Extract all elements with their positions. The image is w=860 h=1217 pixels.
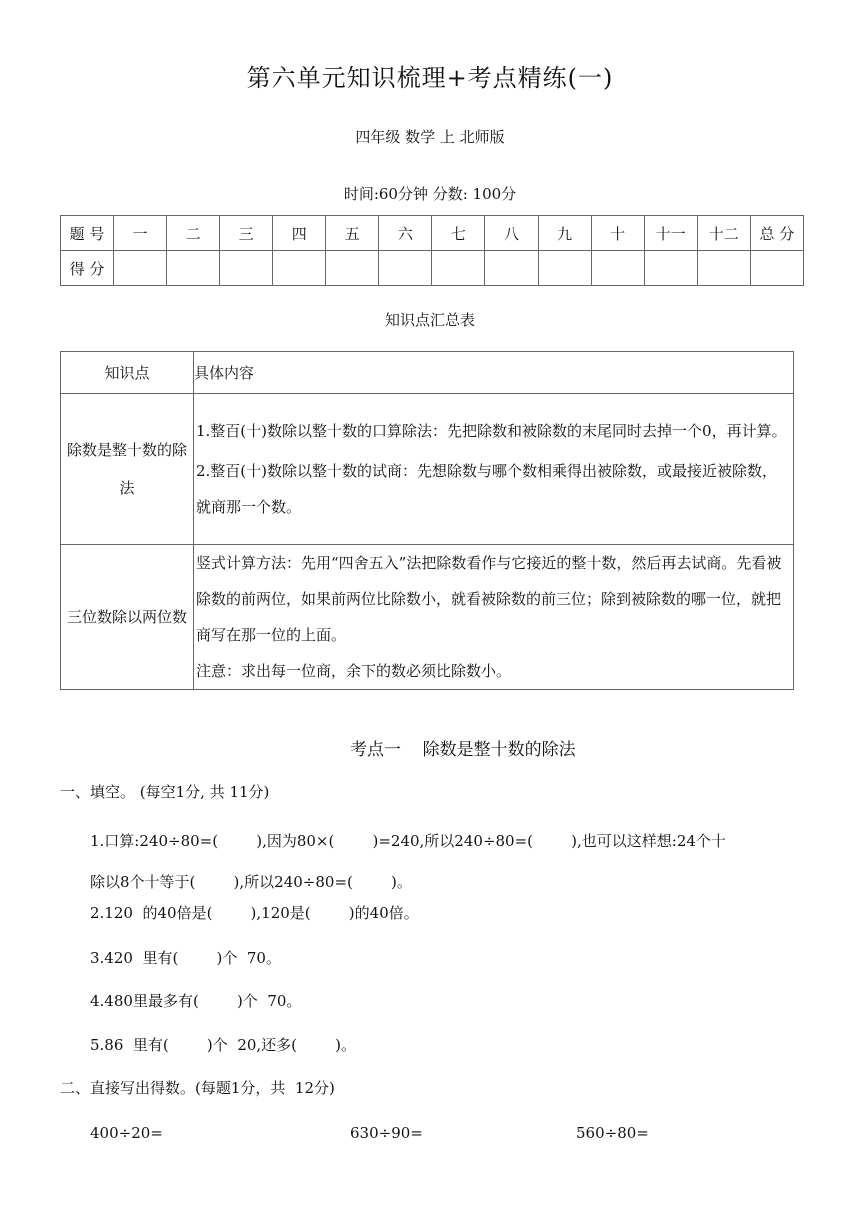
question-2: 2.120 的40倍是( ),120是( )的40倍。 xyxy=(90,904,419,922)
summary-paragraph: 2.整百(十)数除以整十数的试商：先想除数与哪个数相乘得出被除数，或最接近被除数，就商那一个数。 xyxy=(196,462,778,516)
score-col-8: 八 xyxy=(485,216,538,251)
score-cell[interactable] xyxy=(644,251,697,286)
score-col-4: 四 xyxy=(273,216,326,251)
time-and-score: 时间:60分钟 分数: 100分 xyxy=(343,185,517,203)
score-cell[interactable] xyxy=(167,251,220,286)
section-2-heading: 二、直接写出得数。(每题1分，共 12分) xyxy=(60,1079,335,1097)
question-4: 4.480里最多有( )个 70。 xyxy=(90,992,302,1010)
summary-row xyxy=(61,394,794,545)
score-col-12: 十二 xyxy=(697,216,750,251)
calc-item-3: 560÷80= xyxy=(576,1124,649,1142)
score-table-row1-label: 题 号 xyxy=(61,216,114,251)
score-cell[interactable] xyxy=(114,251,167,286)
score-col-3: 三 xyxy=(220,216,273,251)
score-col-11: 十一 xyxy=(644,216,697,251)
section-1-heading: 一、填空。 (每空1分, 共 11分) xyxy=(60,783,270,801)
summary-paragraph: 竖式计算方法：先用“四舍五入”法把除数看作与它接近的整十数，然后再去试商。先看被除数的前两位，如果前两位比除数小，就看被除数的前三位；除到被除数的哪一位，就把商写在那一位的上面。 xyxy=(196,554,782,644)
score-cell[interactable] xyxy=(273,251,326,286)
kaodian-1-title: 考点一 除数是整十数的除法 xyxy=(350,740,576,760)
score-col-7: 七 xyxy=(432,216,485,251)
score-col-2: 二 xyxy=(167,216,220,251)
score-cell[interactable] xyxy=(485,251,538,286)
page-title: 第六单元知识梳理+考点精练(一) xyxy=(246,64,614,92)
score-cell[interactable] xyxy=(432,251,485,286)
score-cell[interactable] xyxy=(591,251,644,286)
score-col-10: 十 xyxy=(591,216,644,251)
score-col-total: 总 分 xyxy=(750,216,803,251)
summary-col-knowledge: 知识点 xyxy=(61,352,194,394)
score-table-header-row xyxy=(61,216,804,251)
score-col-5: 五 xyxy=(326,216,379,251)
score-table-score-row xyxy=(61,251,804,286)
calc-item-1: 400÷20= xyxy=(90,1124,163,1142)
score-cell[interactable] xyxy=(379,251,432,286)
summary-topic-text: 除数是整十数的除法 xyxy=(66,441,187,497)
calc-item-2: 630÷90= xyxy=(350,1124,423,1142)
page-subtitle: 四年级 数学 上 北师版 xyxy=(355,128,505,146)
score-cell[interactable] xyxy=(697,251,750,286)
score-table-row2-label: 得 分 xyxy=(61,251,114,286)
score-col-1: 一 xyxy=(114,216,167,251)
summary-col-content: 具体内容 xyxy=(194,352,794,394)
summary-row-topic xyxy=(61,545,194,690)
summary-row xyxy=(61,545,794,690)
question-1-line-1: 1.口算:240÷80=( ),因为80×( )=240,所以240÷80=( ),也可以这样想:24个十 xyxy=(90,832,726,850)
score-cell-total[interactable] xyxy=(750,251,803,286)
summary-row-topic xyxy=(61,394,194,545)
question-5: 5.86 里有( )个 20,还多( )。 xyxy=(90,1036,357,1054)
summary-paragraph: 1.整百(十)数除以整十数的口算除法：先把除数和被除数的末尾同时去掉一个0，再计算。 xyxy=(196,422,787,440)
score-col-6: 六 xyxy=(379,216,432,251)
summary-header-row xyxy=(61,352,794,394)
summary-table xyxy=(60,351,794,690)
score-cell[interactable] xyxy=(220,251,273,286)
question-1-line-2: 除以8个十等于( ),所以240÷80=( )。 xyxy=(90,873,412,891)
score-table xyxy=(60,215,804,286)
summary-topic-text: 三位数除以两位数 xyxy=(66,608,187,626)
summary-paragraph: 注意：求出每一位商，余下的数必须比除数小。 xyxy=(196,662,512,680)
summary-heading: 知识点汇总表 xyxy=(384,311,475,329)
score-cell[interactable] xyxy=(326,251,379,286)
score-cell[interactable] xyxy=(538,251,591,286)
question-3: 3.420 里有( )个 70。 xyxy=(90,949,281,967)
summary-row-content xyxy=(194,545,794,690)
score-col-9: 九 xyxy=(538,216,591,251)
summary-row-content xyxy=(194,394,794,545)
